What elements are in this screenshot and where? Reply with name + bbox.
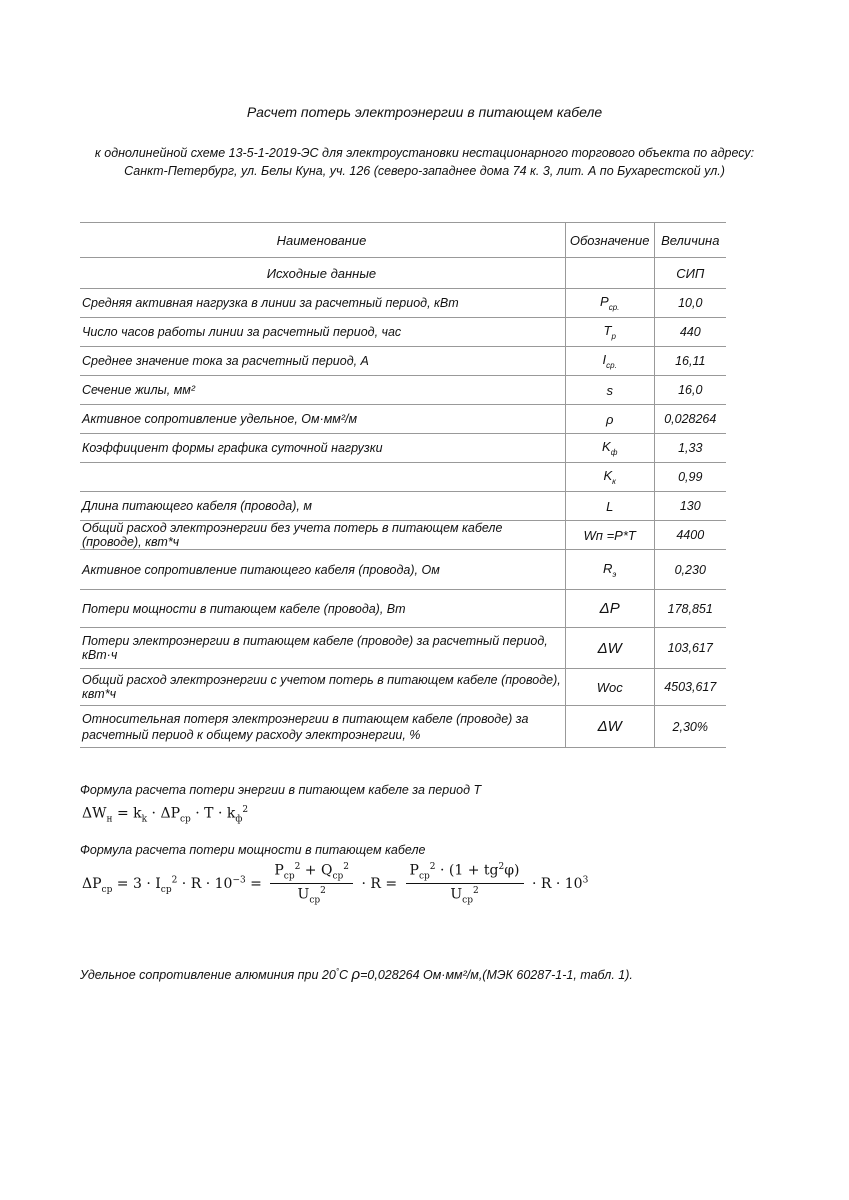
- row-value: 4503,617: [654, 669, 726, 706]
- section-value: СИП: [654, 258, 726, 289]
- row-value: 0,99: [654, 463, 726, 492]
- row-value: 1,33: [654, 434, 726, 463]
- header-value: Величина: [654, 223, 726, 258]
- table-row: [80, 492, 726, 521]
- calculation-table: [80, 222, 726, 748]
- row-value: 16,0: [654, 376, 726, 405]
- row-symbol: Wп =P*T: [565, 521, 654, 550]
- formula-energy-loss: $\Delta W_н = k_k \cdot \Delta P_{ср} \cdot T \cdot k_ф^2$: [82, 805, 249, 825]
- row-name: Коэффициент формы графика суточной нагрузки: [80, 434, 565, 463]
- row-value: 130: [654, 492, 726, 521]
- row-value: 4400: [654, 521, 726, 550]
- row-value: 16,11: [654, 347, 726, 376]
- row-name: [80, 463, 565, 492]
- row-name: Длина питающего кабеля (провода), м: [80, 492, 565, 521]
- fraction-1: $\frac{P_{ср}^2 + Q_{ср}^2}{U_{ср}^2}$: [270, 862, 353, 906]
- row-name: Активное сопротивление удельное, Ом·мм²/м: [80, 405, 565, 434]
- table-row: [80, 521, 726, 550]
- table-row: [80, 434, 726, 463]
- row-symbol: ΔW: [565, 706, 654, 748]
- row-value: 103,617: [654, 628, 726, 669]
- table-row: [80, 289, 726, 318]
- subtitle-line-1: к однолинейной схеме 13-5-1-2019-ЭС для электроустановки нестационарного торгового объекта по адресу:: [94, 146, 755, 160]
- table-row: [80, 590, 726, 628]
- table-row: [80, 669, 726, 706]
- table-body: [80, 289, 726, 748]
- row-name: Общий расход электроэнергии с учетом потерь в питающем кабеле (проводе), квт*ч: [80, 669, 565, 706]
- row-symbol: $I_{ср.}$: [565, 347, 654, 376]
- page-title: Расчет потерь электроэнергии в питающем кабеле: [246, 104, 603, 120]
- formula1-label: Формула расчета потери энергии в питающем кабеле за период Т: [80, 783, 482, 797]
- page-subtitle: [60, 144, 789, 180]
- row-name: Потери электроэнергии в питающем кабеле (проводе) за расчетный период, кВт·ч: [80, 628, 565, 669]
- footer-note: Удельное сопротивление алюминия при 20°С ρ=0,028264 Ом·мм²/м,(МЭК 60287-1-1, табл. 1).: [80, 966, 633, 983]
- table-header-row: [80, 223, 726, 258]
- row-symbol: $K_ф$: [565, 434, 654, 463]
- section-row: [80, 258, 726, 289]
- row-name: Активное сопротивление питающего кабеля (провода), Ом: [80, 550, 565, 590]
- row-name: Число часов работы линии за расчетный период, час: [80, 318, 565, 347]
- row-symbol: Wос: [565, 669, 654, 706]
- row-value: 440: [654, 318, 726, 347]
- row-value: 0,230: [654, 550, 726, 590]
- row-name: Потери мощности в питающем кабеле (провода), Вт: [80, 590, 565, 628]
- table-row: [80, 463, 726, 492]
- header-name: Наименование: [80, 223, 565, 258]
- formula-power-loss: $\Delta P_{ср} = 3 \cdot I_{ср}^2 \cdot R \cdot 10^{-3}$ = $\frac{P_{ср}^2 + Q_{ср}^2}{U_{ср}^2}$ · R = $\frac{P_{ср}^2 \cdot (1 + tg^2\varphi)}{U_{ср}^2}$ · $R \cdot 10^3$: [82, 862, 589, 906]
- table-row: [80, 376, 726, 405]
- table-row: [80, 318, 726, 347]
- table-row: [80, 405, 726, 434]
- table-row: [80, 628, 726, 669]
- table-row: [80, 706, 726, 748]
- row-name: Среднее значение тока за расчетный период, А: [80, 347, 565, 376]
- row-symbol: $K_к$: [565, 463, 654, 492]
- row-symbol: $R_э$: [565, 550, 654, 590]
- row-name: Относительная потеря электроэнергии в питающем кабеле (проводе) за расчетный период к общему расходу электроэнергии, %: [80, 706, 565, 748]
- row-symbol: $T_р$: [565, 318, 654, 347]
- row-symbol: ρ: [565, 405, 654, 434]
- row-value: 0,028264: [654, 405, 726, 434]
- row-value: 10,0: [654, 289, 726, 318]
- table-row: [80, 347, 726, 376]
- row-symbol: s: [565, 376, 654, 405]
- table-row: [80, 550, 726, 590]
- row-name: Общий расход электроэнергии без учета потерь в питающем кабеле (проводе), квт*ч: [80, 521, 565, 550]
- row-symbol: ΔW: [565, 628, 654, 669]
- row-value: 178,851: [654, 590, 726, 628]
- formula2-label: Формула расчета потери мощности в питающем кабеле: [80, 843, 426, 857]
- fraction-2: $\frac{P_{ср}^2 \cdot (1 + tg^2\varphi)}{U_{ср}^2}$: [406, 862, 524, 906]
- subtitle-line-2: Санкт-Петербург, ул. Белы Куна, уч. 126 (северо-западнее дома 74 к. 3, лит. А по Бухарестской ул.): [124, 164, 725, 178]
- row-symbol: $P_{ср.}$: [565, 289, 654, 318]
- row-symbol: L: [565, 492, 654, 521]
- row-value: 2,30%: [654, 706, 726, 748]
- row-name: Сечение жилы, мм²: [80, 376, 565, 405]
- header-symbol: Обозначение: [565, 223, 654, 258]
- section-name: Исходные данные: [80, 258, 565, 289]
- row-symbol: ΔP: [565, 590, 654, 628]
- row-name: Средняя активная нагрузка в линии за расчетный период, кВт: [80, 289, 565, 318]
